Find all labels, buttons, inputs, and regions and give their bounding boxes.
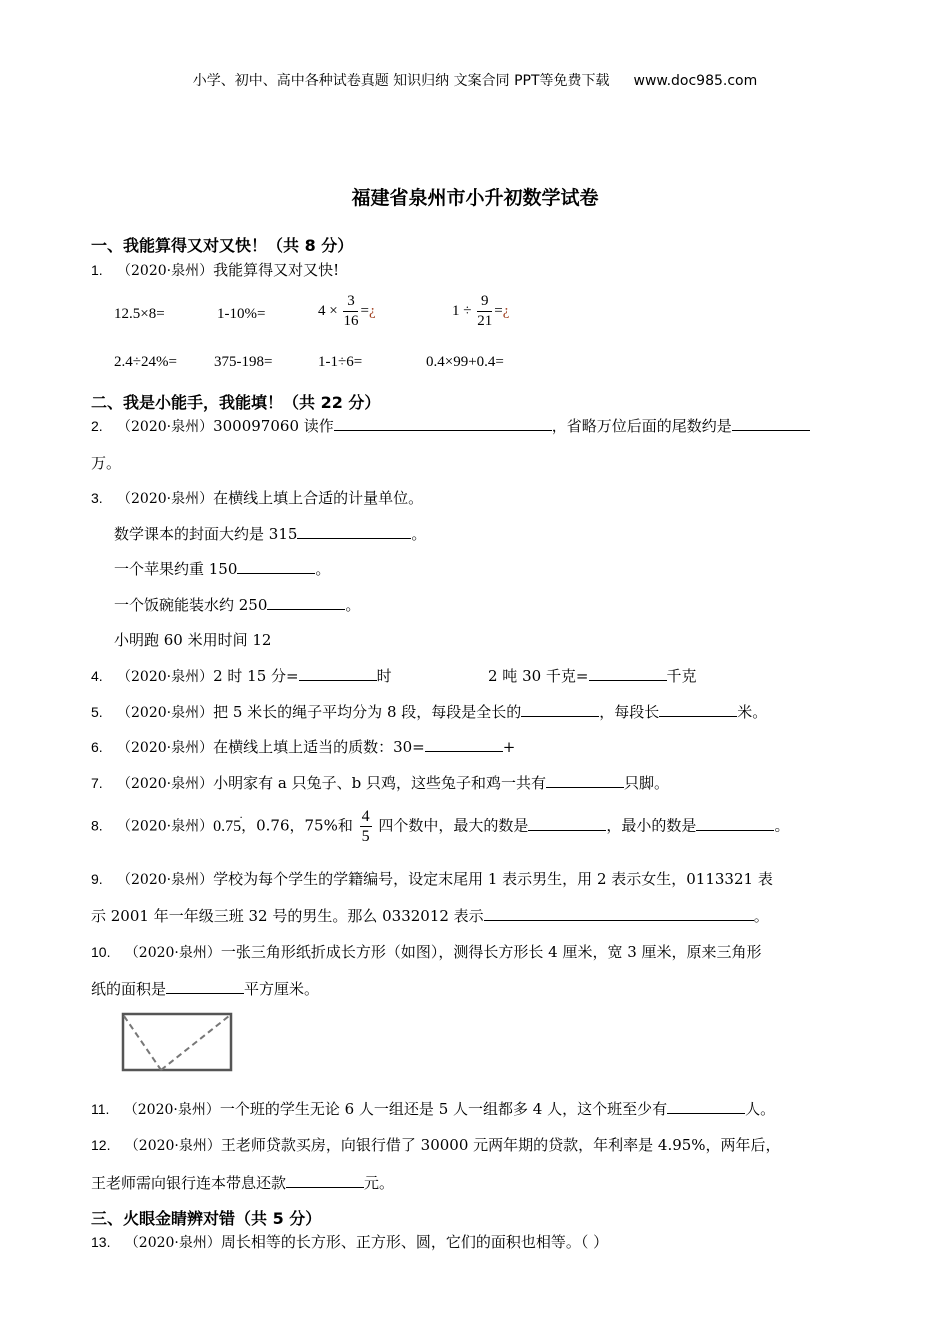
fraction-denominator: 5 (361, 828, 370, 845)
question-text: 我能算得又对又快! (213, 261, 340, 279)
question-text: 王老师需向银行连本带息还款 (91, 1174, 287, 1192)
fraction-denominator: 21 (477, 313, 493, 329)
question-text: 2 时 15 分= (213, 667, 299, 685)
section-3-heading: 三、火眼金睛辨对错（共 5 分） (91, 1209, 322, 1228)
calc-2d: 0.4×99+0.4= (426, 354, 504, 370)
question-4 (91, 665, 392, 686)
question-text: 在横线上填上合适的计量单位。 (213, 489, 424, 507)
question-text: 示 2001 年一年级三班 32 号的男生。那么 0332012 表示 (91, 907, 484, 925)
question-source: （2020·泉州） (117, 263, 214, 279)
page-title: 福建省泉州市小升初数学试卷 (351, 187, 599, 209)
question-text: 四个数中，最大的数是 (378, 816, 529, 835)
question-5 (91, 701, 767, 722)
question-9-cont (91, 905, 769, 926)
line-text: 一个苹果约重 150 (114, 560, 238, 578)
equals-sign: = (360, 302, 369, 319)
calc-1c (318, 292, 376, 331)
period: 。 (315, 560, 331, 578)
question-number: 6. (91, 739, 103, 755)
calc-2b: 375-198= (214, 354, 273, 370)
question-3-line-1 (114, 523, 426, 544)
question-text: 把 5 米长的绳子平均分为 8 段，每段是全长的 (213, 703, 522, 721)
fold-line-left (124, 1016, 161, 1070)
period: 。 (411, 525, 427, 543)
question-source: （2020·泉州） (117, 872, 214, 888)
calc-1d-prefix: 1 ÷ (452, 302, 472, 319)
answer-blank[interactable] (546, 772, 624, 788)
question-number: 8. (91, 817, 103, 834)
question-source: （2020·泉州） (117, 419, 214, 435)
calc-1c-prefix: 4 × (318, 302, 338, 319)
calc-1b: 1-10%= (217, 306, 266, 322)
question-text: 只脚。 (623, 774, 669, 792)
equals-sign: = (494, 302, 503, 319)
decimal-value: 0.75 (213, 817, 242, 835)
question-text: 小明家有 a 只兔子、b 只鸡，这些兔子和鸡一共有 (213, 774, 546, 792)
question-text: ，最小的数是 (606, 816, 697, 835)
question-text: 元。 (364, 1174, 395, 1192)
header-text: 小学、初中、高中各种试卷真题 知识归纳 文案合同 PPT等免费下载 (192, 73, 610, 89)
question-number: 13. (91, 1234, 111, 1250)
answer-blank[interactable] (166, 978, 244, 994)
answer-blank[interactable] (237, 558, 315, 574)
page-header (0, 70, 950, 90)
period: 。 (345, 596, 361, 614)
question-text: ，省略万位后面的尾数约是 (551, 417, 732, 435)
folded-triangle-figure (121, 1012, 233, 1074)
question-text: 一个班的学生无论 6 人一组还是 5 人一组都多 4 人，这个班至少有 (219, 1100, 668, 1118)
question-source: （2020·泉州） (117, 776, 214, 792)
period: 。 (774, 816, 790, 835)
unit-text: 时 (376, 667, 392, 685)
period: 。 (753, 907, 769, 925)
answer-blank[interactable] (528, 815, 606, 831)
calc-2c: 1-1÷6= (318, 354, 363, 370)
question-source: （2020·泉州） (124, 945, 221, 961)
answer-blank[interactable] (425, 736, 503, 752)
question-10 (91, 941, 762, 962)
answer-blank[interactable] (286, 1172, 364, 1188)
question-number: 1. (91, 262, 103, 278)
question-text: 米。 (737, 703, 768, 721)
question-text: ，每段长 (599, 703, 660, 721)
answer-blank[interactable] (297, 523, 411, 539)
question-3-line-3 (114, 594, 360, 615)
question-number: 11. (91, 1101, 110, 1117)
question-12-cont (91, 1172, 394, 1193)
section-2-heading: 二、我是小能手，我能填！（共 22 分） (91, 393, 381, 412)
question-number: 3. (91, 490, 103, 506)
question-number: 9. (91, 871, 103, 887)
question-text: 王老师贷款买房，向银行借了 30000 元两年期的贷款，年利率是 4.95%，两年后， (220, 1136, 781, 1154)
question-1 (91, 259, 339, 280)
question-4-part-2 (488, 665, 697, 686)
question-number: 4. (91, 668, 103, 684)
plus-sign: + (502, 738, 516, 756)
fraction-numerator: 4 (361, 808, 370, 825)
question-13 (91, 1231, 608, 1252)
question-source: （2020·泉州） (124, 1235, 221, 1251)
question-source: （2020·泉州） (117, 818, 214, 835)
fraction-4-5 (360, 807, 372, 846)
rectangle-outline (123, 1014, 231, 1070)
fraction-numerator: 3 (343, 292, 358, 312)
answer-blank[interactable] (521, 701, 599, 717)
question-2-cont: 万。 (91, 454, 122, 472)
question-text: 在横线上填上适当的质数：30= (213, 738, 425, 756)
question-3-line-4: 小明跑 60 米用时间 12 (114, 631, 272, 649)
question-7 (91, 772, 669, 793)
line-text: 一个饭碗能装水约 250 (114, 596, 268, 614)
unit-text: 千克 (666, 667, 697, 685)
question-2 (91, 415, 810, 436)
question-source: （2020·泉州） (117, 491, 214, 507)
line-text: 数学课本的封面大约是 315 (114, 525, 298, 543)
question-text: 学校为每个学生的学籍编号，设定末尾用 1 表示男生，用 2 表示女生，0113321 表 (213, 870, 773, 888)
answer-blank[interactable] (267, 594, 345, 610)
question-3-line-2 (114, 558, 330, 579)
answer-blank[interactable] (334, 415, 552, 431)
answer-blank[interactable] (696, 815, 774, 831)
question-12 (91, 1134, 781, 1155)
question-number: 10. (91, 944, 111, 960)
question-source: （2020·泉州） (124, 1138, 221, 1154)
repeat-dot-icon: · (239, 809, 244, 824)
question-text: 一张三角形纸折成长方形（如图），测得长方形长 4 厘米，宽 3 厘米，原来三角形 (220, 943, 762, 961)
question-6 (91, 736, 515, 757)
question-10-cont (91, 978, 319, 999)
question-8 (91, 807, 789, 846)
question-text: ，0.76，75%和 (241, 816, 353, 835)
question-text: 人。 (745, 1100, 776, 1118)
repeating-decimal (213, 809, 244, 836)
question-text[interactable]: 周长相等的长方形、正方形、圆，它们的面积也相等。（ ） (220, 1233, 609, 1251)
answer-blank[interactable] (732, 415, 810, 431)
placeholder-mark: ¿ (502, 302, 510, 319)
answer-blank[interactable] (299, 665, 377, 681)
fraction-3-16 (343, 292, 358, 331)
section-1-heading: 一、我能算得又对又快！（共 8 分） (91, 236, 354, 255)
placeholder-mark: ¿ (368, 302, 376, 319)
header-url[interactable]: www.doc985.com (633, 73, 758, 89)
calc-1a: 12.5×8= (114, 306, 165, 322)
calc-2a: 2.4÷24%= (114, 354, 177, 370)
question-9 (91, 868, 773, 889)
calc-1d (452, 292, 509, 331)
fraction-9-21 (477, 292, 492, 331)
answer-blank[interactable] (589, 665, 667, 681)
question-number: 7. (91, 775, 103, 791)
question-source: （2020·泉州） (123, 1102, 220, 1118)
question-number: 2. (91, 418, 103, 434)
question-text: 2 吨 30 千克= (488, 667, 589, 685)
question-text: 平方厘米。 (244, 980, 320, 998)
question-number: 12. (91, 1137, 111, 1153)
answer-blank[interactable] (484, 905, 754, 921)
answer-blank[interactable] (667, 1098, 745, 1114)
question-11 (91, 1098, 775, 1119)
question-source: （2020·泉州） (117, 669, 214, 685)
question-text: 300097060 读作 (213, 417, 334, 435)
fraction-denominator: 16 (343, 313, 359, 329)
question-3 (91, 487, 423, 508)
question-text: 纸的面积是 (91, 980, 167, 998)
question-source: （2020·泉州） (117, 705, 214, 721)
fold-line-right (161, 1016, 229, 1070)
question-number: 5. (91, 704, 103, 720)
answer-blank[interactable] (659, 701, 737, 717)
fraction-numerator: 9 (477, 292, 492, 312)
question-source: （2020·泉州） (117, 740, 214, 756)
